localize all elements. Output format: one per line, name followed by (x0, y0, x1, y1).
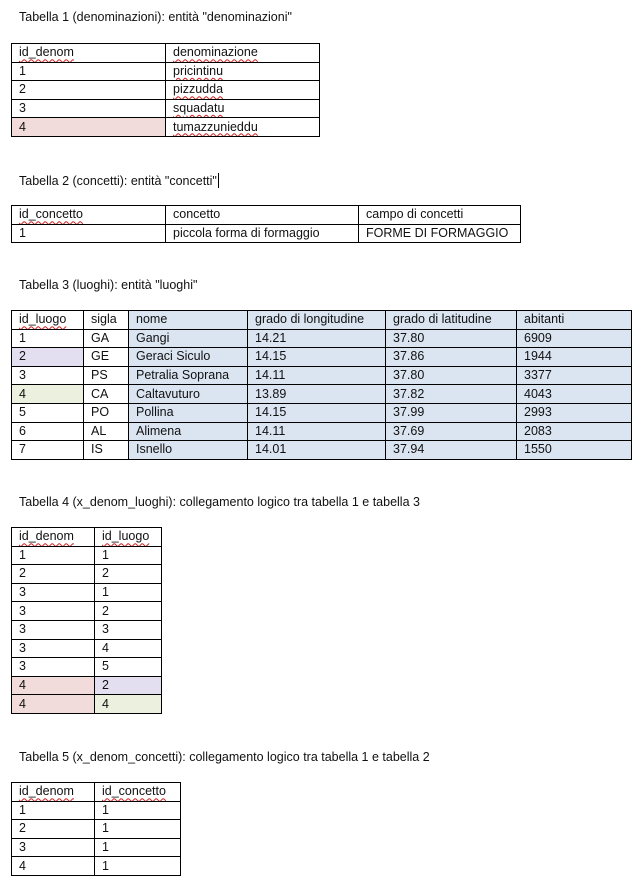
table-row (12, 695, 162, 714)
table-row (12, 62, 320, 81)
table-cell: 4043 (517, 385, 632, 404)
table-cell: 3 (12, 602, 95, 621)
table-row (12, 422, 632, 441)
table-cell: 1 (12, 62, 166, 81)
table-row (12, 602, 162, 621)
table-header-row (12, 783, 181, 802)
table-cell: 2 (12, 348, 84, 367)
table-header-row (12, 206, 521, 225)
table-row (12, 857, 181, 876)
table-cell: 37.99 (386, 403, 517, 422)
table-row (12, 99, 320, 118)
luoghi-table (11, 310, 632, 460)
table-cell: 2 (95, 676, 162, 695)
table-cell: 3377 (517, 366, 632, 385)
table-row (12, 224, 521, 243)
table-row (12, 583, 162, 602)
table-cell: 37.94 (386, 441, 517, 460)
table-row (12, 329, 632, 348)
table-cell: 5 (95, 658, 162, 677)
table-cell: 2993 (517, 403, 632, 422)
table-cell: 1 (12, 546, 95, 565)
table-row (12, 118, 320, 137)
table-cell: Geraci Siculo (129, 348, 248, 367)
table-cell: FORME DI FORMAGGIO (359, 224, 521, 243)
t5-caption: Tabella 5 (x_denom_concetti): collegamento logico tra tabella 1 e tabella 2 (19, 750, 430, 764)
t3-caption: Tabella 3 (luoghi): entità "luoghi" (19, 278, 198, 292)
table-cell: 1 (12, 329, 84, 348)
table-cell: PS (84, 366, 129, 385)
table-cell: 2 (12, 565, 95, 584)
table-cell: 1 (95, 820, 181, 839)
table-cell: 4 (12, 118, 166, 137)
table-cell: AL (84, 422, 129, 441)
table-cell: Petralia Soprana (129, 366, 248, 385)
table-cell: 3 (12, 838, 95, 857)
table-cell: 1 (12, 224, 166, 243)
denom-luoghi-table (11, 527, 162, 714)
table-cell: 14.15 (248, 348, 386, 367)
table-cell: 4 (12, 857, 95, 876)
table-row (12, 366, 632, 385)
table-cell: 5 (12, 403, 84, 422)
table-cell: squadatu (166, 99, 320, 118)
header-cell: id_denom (12, 783, 95, 802)
table-cell: 6909 (517, 329, 632, 348)
table-row (12, 441, 632, 460)
table-cell: 1 (95, 838, 181, 857)
table-row (12, 820, 181, 839)
header-cell: concetto (166, 206, 359, 225)
denominazioni-table (11, 43, 320, 137)
table-cell: pizzudda (166, 81, 320, 100)
concetti-table (11, 205, 521, 243)
table-cell: 3 (12, 620, 95, 639)
table-row (12, 81, 320, 100)
table-row (12, 639, 162, 658)
table-cell: 14.11 (248, 422, 386, 441)
table-header-row (12, 44, 320, 63)
table-cell: CA (84, 385, 129, 404)
t1-caption: Tabella 1 (denominazioni): entità "denominazioni" (19, 10, 292, 24)
table-cell: 2 (12, 820, 95, 839)
header-cell: grado di latitudine (386, 311, 517, 330)
table-cell: 14.15 (248, 403, 386, 422)
table-cell: tumazzunieddu (166, 118, 320, 137)
table-cell: 2 (95, 602, 162, 621)
table-cell: 3 (95, 620, 162, 639)
table-cell: Gangi (129, 329, 248, 348)
text-cursor (218, 173, 219, 188)
table-cell: 4 (95, 639, 162, 658)
header-cell: grado di longitudine (248, 311, 386, 330)
table-row (12, 565, 162, 584)
table-cell: 1550 (517, 441, 632, 460)
table-cell: 3 (12, 658, 95, 677)
table-row (12, 801, 181, 820)
table-cell: 14.01 (248, 441, 386, 460)
table-row (12, 348, 632, 367)
header-cell: denominazione (166, 44, 320, 63)
table-cell: piccola forma di formaggio (166, 224, 359, 243)
header-cell: id_denom (12, 528, 95, 547)
table-row (12, 403, 632, 422)
table-row (12, 385, 632, 404)
table-cell: 6 (12, 422, 84, 441)
table-cell: 3 (12, 99, 166, 118)
header-cell: id_luogo (12, 311, 84, 330)
table-row (12, 620, 162, 639)
header-cell: id_luogo (95, 528, 162, 547)
table-cell: 2 (95, 565, 162, 584)
table-row (12, 676, 162, 695)
table-cell: 4 (12, 695, 95, 714)
table-cell: 7 (12, 441, 84, 460)
table-cell: Isnello (129, 441, 248, 460)
table-cell: 1944 (517, 348, 632, 367)
table-cell: 2 (12, 81, 166, 100)
table-cell: 2083 (517, 422, 632, 441)
header-cell: id_concetto (95, 783, 181, 802)
t4-caption: Tabella 4 (x_denom_luoghi): collegamento logico tra tabella 1 e tabella 3 (19, 495, 420, 509)
table-cell: 3 (12, 366, 84, 385)
t2-caption: Tabella 2 (concetti): entità "concetti" (19, 174, 217, 188)
table-cell: 1 (95, 857, 181, 876)
table-cell: Pollina (129, 403, 248, 422)
table-cell: Caltavuturo (129, 385, 248, 404)
table-row (12, 546, 162, 565)
table-cell: 4 (12, 385, 84, 404)
header-cell: campo di concetti (359, 206, 521, 225)
table-cell: 1 (95, 801, 181, 820)
table-cell: 37.80 (386, 329, 517, 348)
table-cell: 1 (12, 801, 95, 820)
table-cell: GE (84, 348, 129, 367)
table-cell: 37.86 (386, 348, 517, 367)
table-cell: 14.11 (248, 366, 386, 385)
table-cell: 1 (95, 546, 162, 565)
table-cell: Alimena (129, 422, 248, 441)
denom-concetti-table (11, 782, 181, 876)
table-cell: 1 (95, 583, 162, 602)
table-cell: GA (84, 329, 129, 348)
table-cell: 3 (12, 583, 95, 602)
table-cell: 13.89 (248, 385, 386, 404)
table-header-row (12, 311, 632, 330)
header-cell: nome (129, 311, 248, 330)
table-header-row (12, 528, 162, 547)
table-cell: 3 (12, 639, 95, 658)
table-cell: PO (84, 403, 129, 422)
header-cell: abitanti (517, 311, 632, 330)
table-cell: 37.82 (386, 385, 517, 404)
table-row (12, 838, 181, 857)
table-cell: 37.80 (386, 366, 517, 385)
table-cell: 4 (95, 695, 162, 714)
table-cell: 14.21 (248, 329, 386, 348)
table-cell: pricintinu (166, 62, 320, 81)
table-cell: 4 (12, 676, 95, 695)
header-cell: id_concetto (12, 206, 166, 225)
header-cell: id_denom (12, 44, 166, 63)
table-row (12, 658, 162, 677)
table-cell: IS (84, 441, 129, 460)
header-cell: sigla (84, 311, 129, 330)
table-cell: 37.69 (386, 422, 517, 441)
